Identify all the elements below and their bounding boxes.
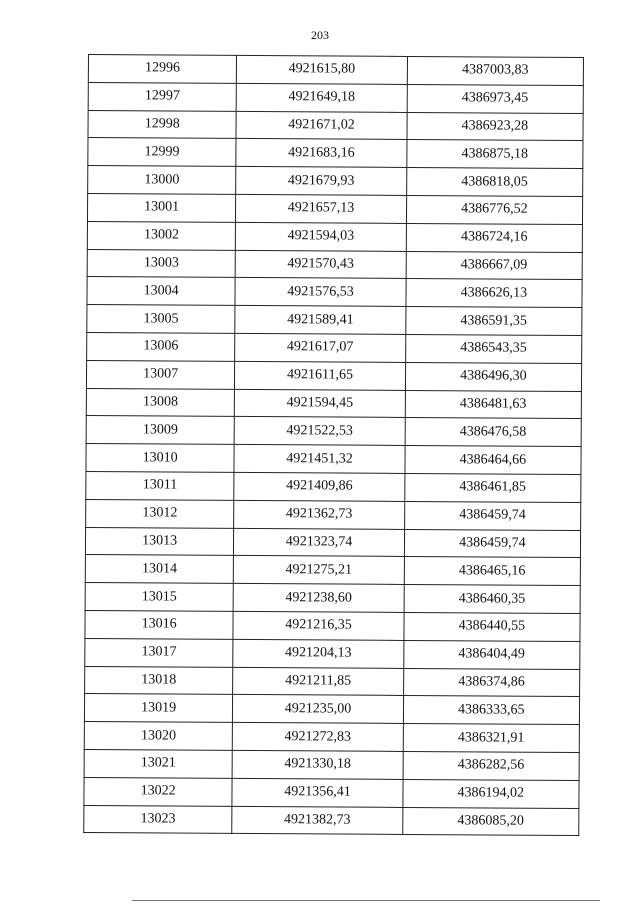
table-row [86, 388, 581, 419]
y-coordinate-cell: 4386461,85 [404, 473, 581, 502]
table-row [86, 444, 581, 475]
y-coordinate-cell: 4386923,28 [407, 112, 584, 141]
y-coordinate-cell: 4386626,13 [406, 279, 583, 308]
table-row [85, 610, 580, 641]
table-row [84, 805, 579, 836]
x-coordinate-cell: 4921649,18 [236, 83, 407, 112]
point-number-cell: 13017 [85, 638, 233, 667]
y-coordinate-cell: 4386459,74 [404, 501, 581, 530]
table-row [87, 277, 582, 308]
x-coordinate-cell: 4921356,41 [232, 778, 403, 807]
x-coordinate-cell: 4921589,41 [235, 306, 406, 335]
table-row [88, 82, 583, 113]
y-coordinate-cell: 4386194,02 [403, 779, 580, 808]
point-number-cell: 13001 [87, 193, 235, 222]
point-number-cell: 13000 [88, 166, 236, 195]
point-number-cell: 13011 [86, 471, 234, 500]
x-coordinate-cell: 4921594,45 [235, 389, 406, 418]
y-coordinate-cell: 4386460,35 [404, 585, 581, 614]
y-coordinate-cell: 4386818,05 [406, 168, 583, 197]
y-coordinate-cell: 4386476,58 [405, 418, 582, 447]
x-coordinate-cell: 4921451,32 [234, 445, 405, 474]
y-coordinate-cell: 4386464,66 [405, 446, 582, 475]
point-number-cell: 13006 [87, 332, 235, 361]
y-coordinate-cell: 4386404,49 [403, 640, 580, 669]
x-coordinate-cell: 4921409,86 [234, 472, 405, 501]
x-coordinate-cell: 4921382,73 [232, 806, 403, 835]
table-row [84, 777, 579, 808]
point-number-cell: 13005 [87, 305, 235, 334]
y-coordinate-cell: 4386776,52 [406, 195, 583, 224]
x-coordinate-cell: 4921594,03 [236, 222, 407, 251]
x-coordinate-cell: 4921657,13 [236, 194, 407, 223]
y-coordinate-cell: 4386085,20 [402, 807, 579, 836]
x-coordinate-cell: 4921323,74 [234, 528, 405, 557]
table-row [87, 249, 582, 280]
y-coordinate-cell: 4386973,45 [407, 84, 584, 113]
table-row [85, 666, 580, 697]
table-row [87, 332, 582, 363]
x-coordinate-cell: 4921211,85 [233, 667, 404, 696]
table-row [86, 499, 581, 530]
x-coordinate-cell: 4921216,35 [233, 611, 404, 640]
point-number-cell: 13003 [87, 249, 235, 278]
point-number-cell: 13013 [85, 527, 233, 556]
point-number-cell: 12998 [88, 110, 236, 139]
table-row [87, 221, 582, 252]
coordinates-table-body [84, 55, 584, 836]
x-coordinate-cell: 4921611,65 [235, 361, 406, 390]
point-number-cell: 13002 [87, 221, 235, 250]
y-coordinate-cell: 4386282,56 [403, 751, 580, 780]
coordinates-table [83, 54, 584, 836]
y-coordinate-cell: 4387003,83 [407, 56, 584, 85]
table-row [85, 555, 580, 586]
y-coordinate-cell: 4386333,65 [403, 696, 580, 725]
table-row [85, 527, 580, 558]
table-row [86, 360, 581, 391]
y-coordinate-cell: 4386496,30 [405, 362, 582, 391]
table-row [88, 138, 583, 169]
table-row [85, 583, 580, 614]
point-number-cell: 13023 [84, 805, 232, 834]
point-number-cell: 12997 [88, 82, 236, 111]
point-number-cell: 13004 [87, 277, 235, 306]
x-coordinate-cell: 4921679,93 [236, 167, 407, 196]
x-coordinate-cell: 4921275,21 [234, 556, 405, 585]
point-number-cell: 13007 [86, 360, 234, 389]
x-coordinate-cell: 4921362,73 [234, 500, 405, 529]
y-coordinate-cell: 4386374,86 [403, 668, 580, 697]
x-coordinate-cell: 4921238,60 [233, 584, 404, 613]
point-number-cell: 13021 [84, 749, 232, 778]
point-number-cell: 13012 [86, 499, 234, 528]
x-coordinate-cell: 4921235,00 [233, 695, 404, 724]
x-coordinate-cell: 4921683,16 [236, 139, 407, 168]
y-coordinate-cell: 4386591,35 [405, 307, 582, 336]
y-coordinate-cell: 4386440,55 [404, 612, 581, 641]
point-number-cell: 12996 [88, 55, 236, 84]
x-coordinate-cell: 4921615,80 [237, 55, 408, 84]
table-row [88, 110, 583, 141]
point-number-cell: 13009 [86, 416, 234, 445]
table-row [88, 166, 583, 197]
table-row [84, 722, 579, 753]
y-coordinate-cell: 4386465,16 [404, 557, 581, 586]
bottom-rule [132, 900, 600, 901]
x-coordinate-cell: 4921522,53 [234, 417, 405, 446]
point-number-cell: 13020 [84, 722, 232, 751]
x-coordinate-cell: 4921576,53 [235, 278, 406, 307]
point-number-cell: 13015 [85, 583, 233, 612]
x-coordinate-cell: 4921272,83 [233, 723, 404, 752]
point-number-cell: 13018 [85, 666, 233, 695]
table-row [84, 749, 579, 780]
y-coordinate-cell: 4386875,18 [406, 140, 583, 169]
point-number-cell: 13014 [85, 555, 233, 584]
y-coordinate-cell: 4386481,63 [405, 390, 582, 419]
table-row [88, 55, 583, 86]
table-row [85, 638, 580, 669]
x-coordinate-cell: 4921617,07 [235, 333, 406, 362]
table-row [86, 471, 581, 502]
point-number-cell: 13016 [85, 610, 233, 639]
table-row [86, 416, 581, 447]
point-number-cell: 13019 [84, 694, 232, 723]
x-coordinate-cell: 4921671,02 [236, 111, 407, 140]
y-coordinate-cell: 4386321,91 [403, 724, 580, 753]
x-coordinate-cell: 4921570,43 [235, 250, 406, 279]
y-coordinate-cell: 4386667,09 [406, 251, 583, 280]
table-row [84, 694, 579, 725]
table-row [87, 305, 582, 336]
page-number: 203 [311, 28, 329, 42]
table-row [87, 193, 582, 224]
point-number-cell: 12999 [88, 138, 236, 167]
x-coordinate-cell: 4921330,18 [232, 750, 403, 779]
point-number-cell: 13008 [86, 388, 234, 417]
x-coordinate-cell: 4921204,13 [233, 639, 404, 668]
y-coordinate-cell: 4386724,16 [406, 223, 583, 252]
y-coordinate-cell: 4386459,74 [404, 529, 581, 558]
point-number-cell: 13010 [86, 444, 234, 473]
point-number-cell: 13022 [84, 777, 232, 806]
y-coordinate-cell: 4386543,35 [405, 334, 582, 363]
